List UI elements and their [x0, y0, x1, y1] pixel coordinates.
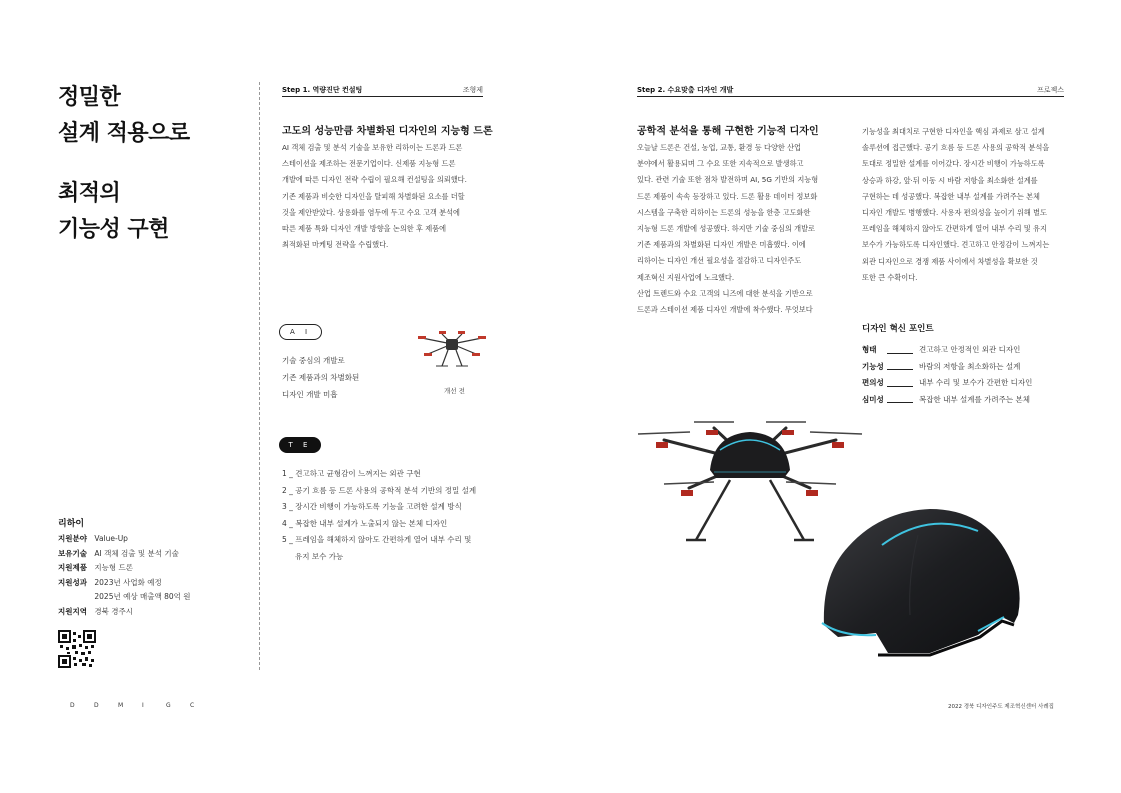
step2-heading: 공학적 분석을 통해 구현한 기능적 디자인: [637, 126, 819, 137]
ai-pill: A I: [279, 324, 322, 340]
step1-heading: 고도의 성능만큼 차별화된 디자인의 지능형 드론: [282, 126, 493, 137]
column-divider: [259, 82, 260, 670]
te-list: [282, 466, 476, 565]
step2-body: 오늘날 드론은 건설, 농업, 교통, 환경 등 다양한 산업 분야에서 활용되며 그 수요 또한 지속적으로 발생하고 있다. 관련 기술 또한 점차 발전하며 AI, 5G 기반의 지능형 드론 제품이 속속 등장하고 있다. 드론 활용 데이터 정보화 시스템을 구축한 리하이는 드론의 성능을 한층 고도화한 지능형 드론 개발에 성공했다. 하지만 기술 중심의 개발로 기존 제품과의 차별화된 디자인 개발은 미흡했다. 이에 리하이는 디자인 개선 필요성을 절감하고 디자인주도 제조혁신 지원사업에 노크했다. 산업 트렌드와 수요 고객의 니즈에 대한 분석을 기반으로 드론과 스테이션 제품 디자인 개발에 착수했다. 무엇보다: [637, 143, 819, 315]
point-row: 심미성 복잡한 내부 설계를 가려주는 본체: [862, 394, 1030, 404]
list-item: 4 _ 복잡한 내부 설계가 노출되지 않는 본체 디자인: [282, 518, 448, 528]
company-name: 리하이: [58, 519, 85, 529]
list-item: 3 _ 장시간 비행이 가능하도록 기능을 고려한 설계 방식: [282, 502, 462, 511]
list-item: 2 _ 공기 흐름 등 드론 사용의 공학적 분석 기반의 정밀 설계: [282, 485, 477, 495]
qr-code: [58, 630, 96, 668]
list-item: 1 _ 견고하고 균형감이 느껴지는 외관 구현: [282, 469, 421, 478]
step2-body-continued: 기능성을 최대치로 구현한 디자인을 핵심 과제로 삼고 설계 솔루션에 접근했다. 공기 흐름 등 드론 사용의 공학적 분석을 토대로 정밀한 설계를 이어갔다. 장시간 비행이 가능하도록 상승과 하강, 앞·뒤 이동 시 바람 저항을 최소화한 설계를 구현하는 데 성공했다. 복잡한 내부 설계를 가려주는 본체 디자인 개발도 병행했다. 사용자 편의성을 높이기 위해 별도 프레임을 해체하지 않아도 간편하게 열어 내부 수리 및 유지 보수가 가능하도록 디자인했다. 견고하고 안정감이 느껴지는 외관 디자인으로 경쟁 제품 사이에서 차별성을 확보한 것 또한 큰 수확이다.: [862, 127, 1050, 282]
title-line-2: 설계 적용으로: [58, 121, 190, 146]
list-item: 5 _ 프레임을 해체하지 않아도 간편하게 열어 내부 수리 및: [282, 535, 472, 544]
title2-line-2: 기능성 구현: [58, 217, 169, 242]
step1-body: AI 객체 검출 및 분석 기술을 보유한 리하이는 드론과 드론 스테이션을 제조하는 전문기업이다. 신제품 지능형 드론 개발에 따른 디자인 전략 수립이 필요해 컨설팅을 의뢰했다. 기존 제품과 비슷한 디자인을 탈피해 차별화된 요소를 더할 것을 제안받았다. 상용화를 염두에 두고 수요 고객 분석에 따른 제품 특화 디자인 개발 방향을 논의한 후 제품에 최적화된 마케팅 전략을 수립했다.: [282, 143, 467, 250]
info-row: 지원분야 Value-Up: [58, 534, 128, 543]
footer-letters: D D M I G C: [70, 702, 195, 709]
info-row: 지원성과 2023년 사업화 예정: [58, 577, 162, 587]
page-title: [58, 80, 190, 152]
step2-rule: [637, 96, 1064, 97]
ai-problems: 기술 중심의 개발로 기존 제품과의 차별화된 디자인 개발 미흡: [282, 356, 360, 399]
step2-header: Step 2. 수요맞춤 디자인 개발: [637, 86, 734, 94]
drone-station-image: [818, 505, 1024, 667]
info-row: 2025년 예상 매출액 80억 원: [94, 592, 191, 601]
before-caption: 개선 전: [444, 387, 465, 395]
te-pill: T E: [279, 437, 321, 453]
point-row: 형태 견고하고 안정적인 외관 디자인: [862, 345, 1021, 354]
points-list: [862, 342, 1032, 408]
company-info: [58, 532, 191, 619]
footer-publication: 2022 경북 디자인주도 제조혁신센터 사례집: [948, 704, 1054, 710]
step1-rule: [282, 96, 483, 97]
points-title: 디자인 혁신 포인트: [862, 324, 934, 334]
title2-line-1: 최적의: [58, 181, 121, 206]
step2-header-right: 프로젝스: [1036, 86, 1064, 94]
list-item: 유지 보수 가능: [295, 551, 344, 561]
drone-before-image: [414, 326, 490, 370]
info-row: 지원제품 지능형 드론: [58, 563, 133, 572]
info-row: 보유기술 AI 객체 검출 및 분석 기술: [58, 548, 179, 558]
info-row: 지원지역 경북 경주시: [58, 606, 133, 616]
page-subtitle: [58, 176, 169, 248]
step1-header-right: 조형제: [462, 86, 483, 94]
point-row: 편의성 내부 수리 및 보수가 간편한 디자인: [862, 378, 1033, 387]
step1-header: Step 1. 역량진단 컨설팅: [282, 86, 363, 94]
point-row: 기능성 바람의 저항을 최소화하는 설계: [862, 361, 1021, 371]
title-line-1: 정밀한: [58, 85, 121, 110]
